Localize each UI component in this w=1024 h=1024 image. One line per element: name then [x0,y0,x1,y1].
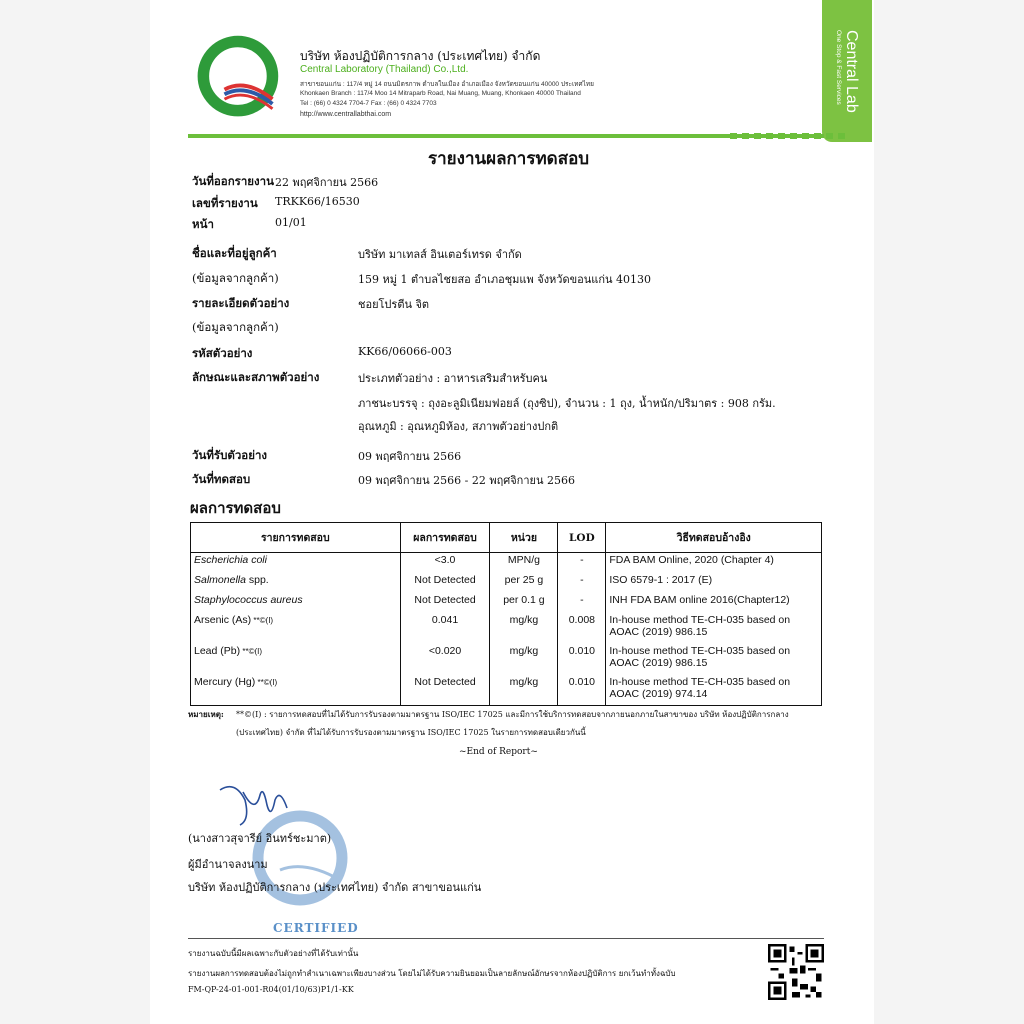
test-lod: - [558,573,606,593]
customer-note: (ข้อมูลจากลูกค้า) [192,271,279,285]
results-section-title: ผลการทดสอบ [190,499,281,517]
sample-detail-label: รายละเอียดตัวอย่าง [192,296,290,310]
test-item: Mercury (Hg) **©(I) [191,675,401,706]
header-unit: หน่วย [490,523,558,553]
test-date: 09 พฤศจิกายน 2566 - 22 พฤศจิกายน 2566 [358,474,575,487]
header-divider-dots [730,133,845,139]
table-row [191,573,822,593]
report-no-label: เลขที่รายงาน [192,196,258,210]
sample-type: ประเภทตัวอย่าง : อาหารเสริมสำหรับคน [358,372,548,385]
test-method: ISO 6579-1 : 2017 (E) [606,573,822,593]
customer-label: ชื่อและที่อยู่ลูกค้า [192,246,277,260]
footer-line-2: รายงานผลการทดสอบต้องไม่ถูกทำสำเนาเฉพาะเพียงบางส่วน โดยไม่ได้รับความยินยอมเป็นลายลักษณ์อักษรจากห้องปฏิบัติการ ยกเว้นทำทั้งฉบับ [188,969,676,978]
test-method: In-house method TE-CH-035 based on AOAC (2019) 986.15 [606,613,822,644]
test-method: In-house method TE-CH-035 based on AOAC (2019) 986.15 [606,644,822,675]
table-row [191,553,822,573]
signatory-name: (นางสาวสุจารีย์ อินทร์ชะมาต) [188,832,332,845]
notes-label: หมายเหตุ: [188,709,224,719]
sample-nature-label: ลักษณะและสภาพตัวอย่าง [192,370,320,384]
table-row [191,644,822,675]
branch-address-en: Khonkaen Branch : 117/4 Moo 14 Mitraparb Road, Nai Muang, Muang, Khonkaen 40000 Thailand [300,90,581,97]
signatory-org: บริษัท ห้องปฏิบัติการกลาง (ประเทศไทย) จำกัด สาขาขอนแก่น [188,881,482,894]
qr-code-icon [768,944,824,1000]
website-link[interactable]: http://www.centrallabthai.com [300,111,392,118]
footer-line-1: รายงานฉบับนี้มีผลเฉพาะกับตัวอย่างที่ได้รับเท่านั้น [188,949,359,958]
issue-date-label: วันที่ออกรายงาน [192,174,274,188]
test-item: Escherichia coli [191,553,401,573]
test-item: Salmonella spp. [191,573,401,593]
test-result: Not Detected [400,573,490,593]
branch-address-th: สาขาขอนแก่น : 117/4 หมู่ 14 ถนนมิตรภาพ ตำบลในเมือง อำเภอเมือง จังหวัดขอนแก่น 40000 ประเทศไทย [300,81,594,88]
sample-temperature: อุณหภูมิ : อุณหภูมิห้อง, สภาพตัวอย่างปกติ [358,420,559,433]
test-result: Not Detected [400,593,490,613]
test-result: <0.020 [400,644,490,675]
test-method: FDA BAM Online, 2020 (Chapter 4) [606,553,822,573]
end-of-report: ~End of Report~ [459,747,538,757]
report-no: TRKK66/16530 [275,195,360,208]
header-lod: LOD [558,523,606,553]
table-row [191,613,822,644]
test-unit: mg/kg [490,644,558,675]
sample-detail-note: (ข้อมูลจากลูกค้า) [192,320,279,334]
test-lod: - [558,553,606,573]
test-unit: MPN/g [490,553,558,573]
header-divider [188,134,824,138]
test-method: INH FDA BAM online 2016(Chapter12) [606,593,822,613]
sample-code-label: รหัสตัวอย่าง [192,346,253,360]
results-table [190,522,822,706]
test-result: <3.0 [400,553,490,573]
page-number: 01/01 [275,216,307,229]
test-method: In-house method TE-CH-035 based on AOAC (2019) 974.14 [606,675,822,706]
test-unit: mg/kg [490,613,558,644]
header-test-item: รายการทดสอบ [191,523,401,553]
received-date: 09 พฤศจิกายน 2566 [358,450,462,463]
header-result: ผลการทดสอบ [400,523,490,553]
report-title: รายงานผลการทดสอบ [428,149,590,169]
company-name-en: Central Laboratory (Thailand) Co.,Ltd. [300,64,469,75]
received-date-label: วันที่รับตัวอย่าง [192,448,268,462]
test-unit: per 25 g [490,573,558,593]
signatory-role: ผู้มีอำนาจลงนาม [188,858,268,871]
issue-date: 22 พฤศจิกายน 2566 [275,176,379,189]
test-unit: mg/kg [490,675,558,706]
sample-package: ภาชนะบรรจุ : ถุงอะลูมิเนียมฟอยล์ (ถุงซิป), จำนวน : 1 ถุง, น้ำหนัก/ปริมาตร : 908 กรัม. [358,397,776,410]
test-result: Not Detected [400,675,490,706]
footer-divider [188,938,824,939]
test-lod: - [558,593,606,613]
sample-detail: ชอยโปรตีน จิต [358,298,430,311]
test-item: Lead (Pb) **©(I) [191,644,401,675]
central-lab-logo [188,30,284,126]
table-row [191,675,822,706]
test-item: Staphylococcus aureus [191,593,401,613]
brand-tab-subtitle: One Stop & Fast Services [835,30,842,105]
header-method: วิธีทดสอบอ้างอิง [606,523,822,553]
page-label: หน้า [192,217,214,231]
test-unit: per 0.1 g [490,593,558,613]
notes-line-2: (ประเทศไทย) จำกัด ที่ไม่ได้รับการรับรองตามมาตรฐาน ISO/IEC 17025 ในรายการทดสอบเดียวกันนี้ [236,728,586,737]
results-header-row [191,523,822,553]
test-lod: 0.010 [558,675,606,706]
table-row [191,593,822,613]
test-lod: 0.008 [558,613,606,644]
customer-name: บริษัท มาเทลส์ อินเตอร์เทรด จำกัด [358,248,522,261]
phone-fax: Tel : (66) 0 4324 7704-7 Fax : (66) 0 4324 7703 [300,100,437,107]
test-result: 0.041 [400,613,490,644]
test-item: Arsenic (As) **©(I) [191,613,401,644]
sample-code: KK66/06066-003 [358,345,452,358]
brand-tab-title: Central Lab [843,30,860,113]
test-lod: 0.010 [558,644,606,675]
notes-line-1: **©(I) : รายการทดสอบที่ไม่ได้รับการรับรองตามมาตรฐาน ISO/IEC 17025 และมีการใช้บริการทดสอบจากภายนอกภายในสาขาของ บริษัท ห้องปฏิบัติการกลาง [236,710,789,719]
company-name-th: บริษัท ห้องปฏิบัติการกลาง (ประเทศไทย) จำกัด [300,49,541,63]
form-number: FM-QP-24-01-001-R04(01/10/63)P1/1-KK [188,985,354,994]
certified-stamp-text: CERTIFIED [273,921,359,935]
customer-address: 159 หมู่ 1 ตำบลไชยสอ อำเภอชุมแพ จังหวัดขอนแก่น 40130 [358,273,652,286]
test-date-label: วันที่ทดสอบ [192,472,251,486]
